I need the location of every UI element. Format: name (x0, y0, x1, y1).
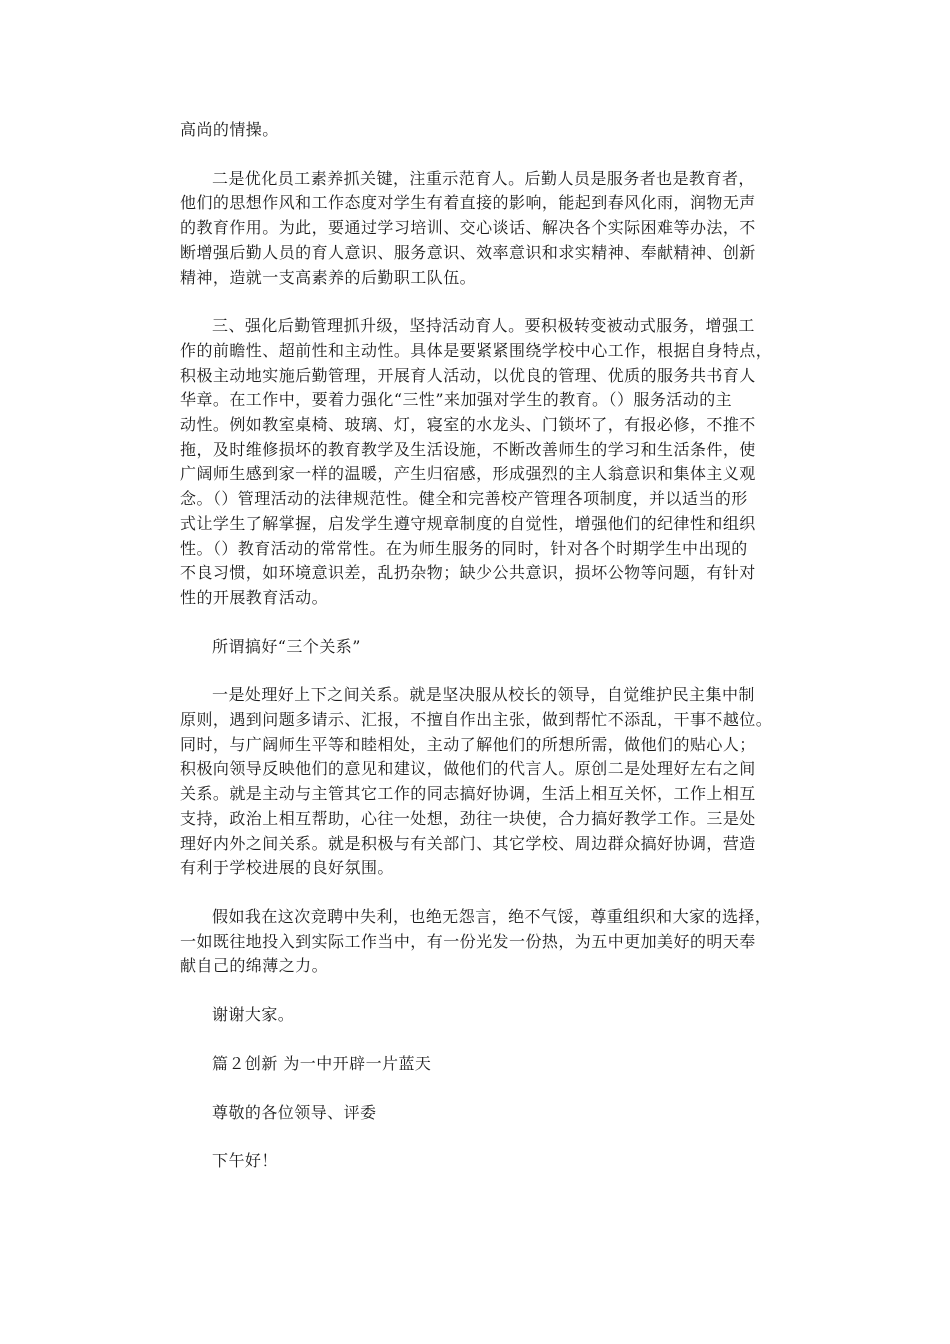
text-line: 支持，政治上相互帮助，心往一处想，劲往一块使，合力搞好教学工作。三是处 (180, 808, 756, 828)
greeting: 下午好！ (212, 1151, 278, 1171)
text-line: 精神，造就一支高素养的后勤职工队伍。 (180, 267, 477, 287)
paragraph-three-relations-heading (180, 635, 780, 660)
text-line: 三、强化后勤管理抓升级，坚持活动育人。要积极转变被动式服务，增强工 (212, 316, 755, 336)
text-line: 式让学生了解掌握，启发学生遵守规章制度的自觉性，增强他们的纪律性和组织 (180, 513, 756, 533)
text-line: 拖，及时维修损坏的教育教学及生活设施，不断改善师生的学习和生活条件，使 (180, 439, 756, 459)
text-line: 积极主动地实施后勤管理，开展育人活动，以优良的管理、优质的服务共书育人 (180, 365, 756, 385)
text-line: 有利于学校进展的良好氛围。 (180, 858, 394, 878)
text-line: 一如既往地投入到实际工作当中，有一份光发一份热，为五中更加美好的明天奉 (180, 931, 756, 951)
text-line: 华章。在工作中，要着力强化“三性”来加强对学生的教育。（）服务活动的主 (180, 390, 733, 410)
section-title: 篇２创新 为一中开辟一片蓝天 (212, 1053, 432, 1073)
paragraph-continuation (180, 118, 780, 143)
text-line: 理好内外之间关系。就是积极与有关部门、其它学校、周边群众搞好协调，营造 (180, 833, 756, 853)
text-line: 他们的思想作风和工作态度对学生有着直接的影响，能起到春风化雨，润物无声 (180, 193, 756, 213)
text-line: 假如我在这次竞聘中失利，也绝无怨言，绝不气馁，尊重组织和大家的选择， (212, 906, 772, 926)
text-line: 一是处理好上下之间关系。就是坚决服从校长的领导，自觉维护民主集中制 (212, 685, 755, 705)
text-line: 的教育作用。为此，要通过学习培训、交心谈话、解决各个实际困难等办法，不 (180, 218, 756, 238)
paragraph-staff-quality (180, 167, 780, 291)
text-line: 高尚的情操。 (180, 120, 279, 139)
paragraph-logistics-management (180, 314, 780, 610)
text-line: 原则，遇到问题多请示、汇报，不擅自作出主张，做到帮忙不添乱，干事不越位。 (180, 710, 773, 730)
text-line: 性。（）教育活动的常常性。在为师生服务的同时，针对各个时期学生中出现的 (180, 538, 748, 558)
paragraph-relations (180, 683, 780, 881)
text-line: 同时，与广阔师生平等和睦相处，主动了解他们的所想所需，做他们的贴心人； (180, 734, 756, 754)
thanks-line: 谢谢大家。 (212, 1005, 295, 1025)
text-line: 所谓搞好“三个关系” (212, 636, 361, 656)
text-line: 作的前瞻性、超前性和主动性。具体是要紧紧围绕学校中心工作，根据自身特点， (180, 340, 773, 360)
text-line: 积极向领导反映他们的意见和建议，做他们的代言人。原创二是处理好左右之间 (180, 759, 756, 779)
text-line: 广阔师生感到家一样的温暖，产生归宿感，形成强烈的主人翁意识和集体主义观 (180, 464, 756, 484)
text-line: 念。（）管理活动的法律规范性。健全和完善校产管理各项制度，并以适当的形 (180, 489, 748, 509)
text-line: 二是优化员工素养抓关键，注重示范育人。后勤人员是服务者也是教育者， (212, 168, 755, 188)
text-line: 动性。例如教室桌椅、玻璃、灯，寝室的水龙头、门锁坏了，有报必修，不推不 (180, 415, 756, 435)
text-line: 献自己的绵薄之力。 (180, 956, 329, 976)
text-line: 性的开展教育活动。 (180, 587, 329, 607)
document-page (180, 118, 780, 1174)
paragraph-if-fail (180, 905, 780, 979)
text-line: 不良习惯，如环境意识差，乱扔杂物；缺少公共意识，损坏公物等问题，有针对 (180, 563, 756, 583)
text-line: 断增强后勤人员的育人意识、服务意识、效率意识和求实精神、奉献精神、创新 (180, 242, 756, 262)
text-line: 关系。就是主动与主管其它工作的同志搞好协调，生活上相互关怀，工作上相互 (180, 784, 756, 804)
salutation: 尊敬的各位领导、评委 (212, 1102, 377, 1122)
